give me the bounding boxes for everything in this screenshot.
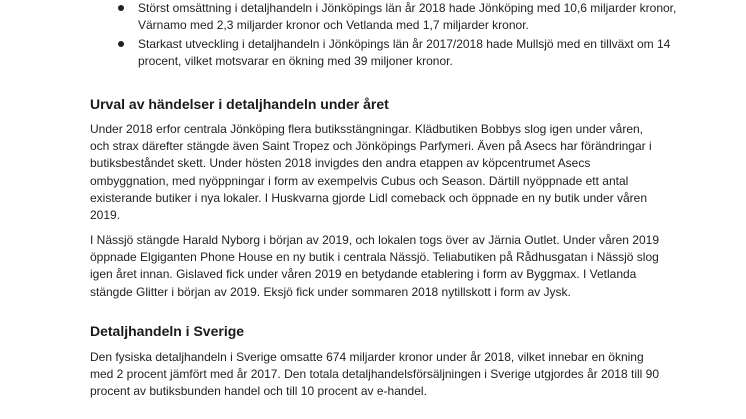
bullet-icon — [118, 41, 124, 47]
section-heading-urval: Urval av händelser i detaljhandeln under året — [90, 96, 389, 112]
section-heading-sverige: Detaljhandeln i Sverige — [90, 323, 245, 339]
bullet-item — [118, 36, 678, 69]
paragraph-urval-1: Under 2018 erfor centrala Jönköping flera butiksstängningar. Klädbutiken Bobbys slog igen under våren, och strax därefter stängde även Saint Tropez och Jönköpings Parfymeri. Även på Asecs har förändringar i butiksbeståndet skett. Under hösten 2018 invigdes den andra etappen av köpcentrumet Asecs ombyggnation, med nyöppningar i form av exempelvis Cubus och Season. Därtill nyöppnade ett antal existerande butiker i nya lokaler. I Huskvarna gjorde Lidl comeback och öppnade en ny butik under våren 2019. — [90, 122, 652, 223]
bullet-item — [118, 0, 678, 33]
paragraph-urval-2: I Nässjö stängde Harald Nyborg i början av 2019, och lokalen togs över av Järnia Outlet. Under våren 2019 öppnade Elgiganten Phone House en ny butik i centrala Nässjö. Teliabutiken på Rådhusgatan i Nässjö slog igen året innan. Gislaved fick under våren 2019 en betydande etablering i form av Byggmax. I Vetlanda stängde Glitter i början av 2019. Eksjö fick under sommaren 2018 nytillskott i form av Jysk. — [90, 233, 659, 299]
bullet-icon — [118, 5, 124, 11]
paragraph-sverige: Den fysiska detaljhandeln i Sverige omsatte 674 miljarder kronor under år 2018, vilket innebar en ökning med 2 procent jämfört med år 2017. Den totala detaljhandelsförsäljningen i Sverige utgjordes år 2018 till 90 procent av butiksbunden handel och till 10 procent av e-handel. — [90, 350, 660, 399]
bullet-text: Starkast utveckling i detaljhandeln i Jönköpings län år 2017/2018 hade Mullsjö med en tillväxt om 14 procent, vilket motsvarar en ökning med 39 miljoner kronor. — [138, 37, 671, 68]
bullet-list — [118, 0, 678, 72]
bullet-text: Störst omsättning i detaljhandeln i Jönköpings län år 2018 hade Jönköping med 10,6 miljarder kronor, Värnamo med 2,3 miljarder kronor och Vetlanda med 1,7 miljarder kronor. — [138, 1, 677, 32]
